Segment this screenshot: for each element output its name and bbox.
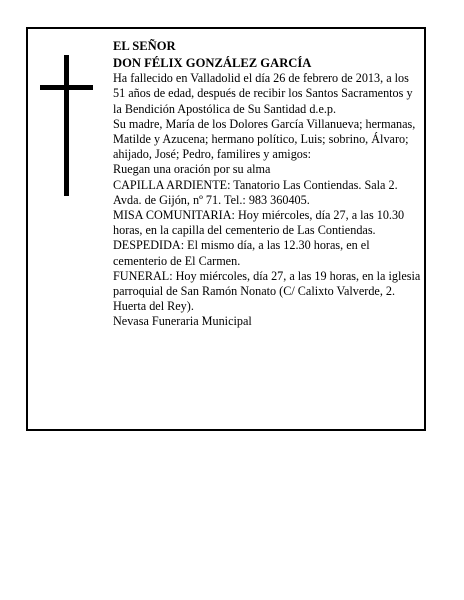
funeral-info: FUNERAL: Hoy miércoles, día 27, a las 19 horas, en la iglesia parroquial de San Ramón Nonato (C/ Calixto Valverde, 2. Huerta del Rey). [113, 268, 421, 314]
family-list: Su madre, María de los Dolores García Villanueva; hermanas, Matilde y Azucena; hermano político, Luis; sobrino, Álvaro; ahijado, José; Pedro, familires y amigos: [113, 116, 416, 162]
cross-vertical-bar [64, 55, 69, 196]
heading-title: EL SEÑOR [113, 39, 176, 53]
chapel-info: CAPILLA ARDIENTE: Tanatorio Las Contiendas. Sala 2. Avda. de Gijón, nº 71. Tel.: 983 360405. [113, 177, 398, 207]
death-announcement: Ha fallecido en Valladolid el día 26 de febrero de 2013, a los 51 años de edad, después de recibir los Santos Sacramentos y la Bendición Apostólica de Su Santidad d.e.p. [113, 71, 413, 116]
prayer-request: Ruegan una oración por su alma [113, 162, 271, 177]
funeral-home: Nevasa Funeraria Municipal [113, 314, 252, 329]
mass-info: MISA COMUNITARIA: Hoy miércoles, día 27, a las 10.30 horas, en la capilla del cementerio de Las Contiendas. [113, 208, 405, 238]
cross-horizontal-bar [40, 85, 93, 90]
obituary-text [113, 38, 423, 330]
deceased-name: DON FÉLIX GONZÁLEZ GARCÍA [113, 55, 312, 70]
farewell-info: DESPEDIDA: El mismo día, a las 12.30 horas, en el cementerio de El Carmen. [113, 238, 370, 268]
